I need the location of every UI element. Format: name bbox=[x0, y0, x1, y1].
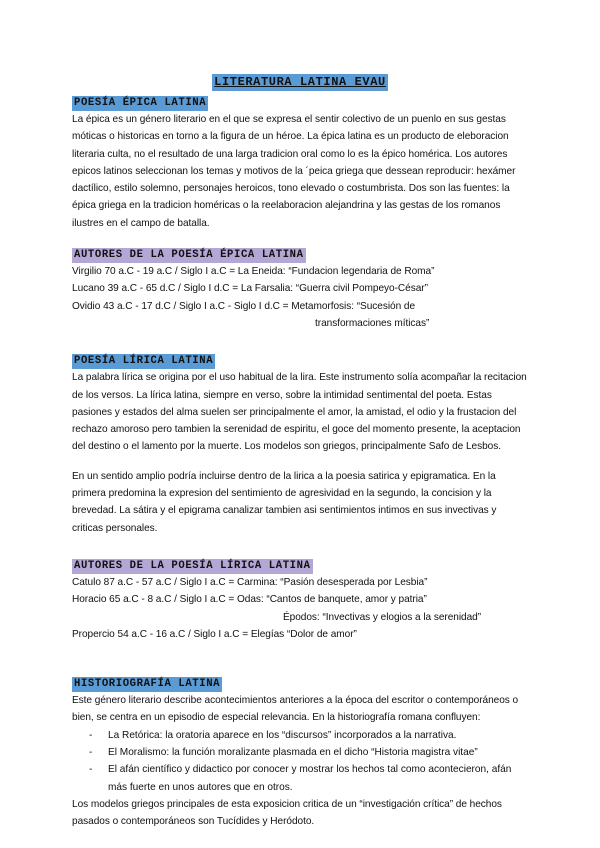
section-epica bbox=[72, 92, 528, 232]
section-historiografia bbox=[72, 673, 528, 830]
list-item: - El afán científico y didactico por conocer y mostrar los hechos tal como acontecieron, afán más fuerte en unos autores que en otros. bbox=[89, 764, 512, 793]
document-page bbox=[72, 72, 528, 831]
author-line-lucano: Lucano 39 a.C - 65 d.C / Siglo I d.C = La Farsalia: “Guerra civil Pompeyo-César” bbox=[72, 283, 428, 295]
author-line-ovidio-cont: transformaciones míticas” bbox=[315, 317, 430, 329]
author-line-catulo: Catulo 87 a.C - 57 a.C / Siglo I a.C = Carmina: “Pasión desesperada por Lesbia” bbox=[72, 576, 428, 588]
author-line-ovidio: Ovidio 43 a.C - 17 d.C / Siglo I a.C - Siglo I d.C = Metamorfosis: “Sucesión de bbox=[72, 300, 416, 312]
paragraph-historiografia: Este género literario describe acontecimientos anteriores a la época del escritor o contemporáneos o bien, se centra en un episodio de especial relevancia. En la historiografía romana confluyen: bbox=[72, 695, 519, 724]
section-autores-lirica bbox=[72, 555, 528, 643]
list-item: - El Moralismo: la función moralizante plasmada en el dicho “Historia magistra vitae” bbox=[89, 747, 478, 759]
paragraph-lirica-1: La palabra lírica se origina por el uso habitual de la lira. Este instrumento solía acompañar la recitacion de los versos. La lírica latina, siempre en verso, sobre la intimidad sentimental del poeta. Estas pasiones y estados del alma suelen ser principalmente el amor, la amistad, el odio y la frustacion del rechazo amoroso pero tambien la serenidad de espiritu, el goce del momento presente, la aceptacion del destino o el lamento por la muerte. Los modelos son griegos, principalmente Safo de Lesbos. bbox=[72, 372, 527, 453]
author-line-propercio: Propercio 54 a.C - 16 a.C / Siglo I a.C = Elegías “Dolor de amor” bbox=[72, 628, 357, 640]
list-item: - La Retórica: la oratoria aparece en los “discursos” incorporados a la narrativa. bbox=[89, 729, 457, 741]
heading-poesia-epica: POESÍA ÉPICA LATINA bbox=[74, 97, 207, 109]
author-line-horacio-epodos: Épodos: “Invectivas y elogios a la serenidad” bbox=[283, 611, 482, 623]
influences-list bbox=[72, 727, 528, 796]
author-line-virgilio: Virgilio 70 a.C - 19 a.C / Siglo I a.C = La Eneida: “Fundacion legendaria de Roma” bbox=[72, 266, 435, 278]
heading-poesia-lirica: POESÍA LÍRICA LATINA bbox=[74, 355, 214, 368]
heading-historiografia: HISTORIOGRAFÍA LATINA bbox=[74, 678, 221, 691]
document-title: LITERATURA LATINA EVAU bbox=[214, 75, 386, 89]
heading-autores-lirica: AUTORES DE LA POESÍA LÍRICA LATINA bbox=[74, 559, 311, 572]
heading-autores-epica: AUTORES DE LA POESÍA ÉPICA LATINA bbox=[74, 249, 304, 262]
section-autores-epica bbox=[72, 244, 528, 332]
paragraph-epica: La épica es un género literario en el que se expresa el sentir colectivo de un puenlo en sus gestas móticas o historicas en torno a la figura de un héroe. La épica latina es un producto de eleboracion literaria culta, no el resultado de una larga tradicion oral como lo es la épico homérica. Los autores epicos latinos seleccionan los temas y motivos de la ´peica griega que dessean reproducir: hexámer dactílico, estilo solemno, personajes heroicos, tono elevado o costumbrista. Dos son las fuentes: la épica griega en la tradicion homéricas o la reelaboracion alejandrina y las gestas de los romanos ilustres en el campo de batalla. bbox=[72, 114, 516, 229]
section-lirica bbox=[72, 350, 528, 537]
author-line-horacio: Horacio 65 a.C - 8 a.C / Siglo I a.C = Odas: “Cantos de banquete, amor y patria” bbox=[72, 594, 427, 606]
paragraph-historiografia-closing: Los modelos griegos principales de esta exposicion critica de un “investigación crítica” de hechos pasados o contemporáneos son Tucídides y Heródoto. bbox=[72, 798, 502, 828]
paragraph-lirica-2: En un sentido amplio podría incluirse dentro de la lirica a la poesia satirica y epigramatica. En la primera predomina la expresion del sentimiento de agresividad en la segundo, la concision y la brevedad. La sátira y el epigrama canalizar tambien asi sentimientos intimos en sus invectivas y criticas personales. bbox=[72, 470, 497, 534]
